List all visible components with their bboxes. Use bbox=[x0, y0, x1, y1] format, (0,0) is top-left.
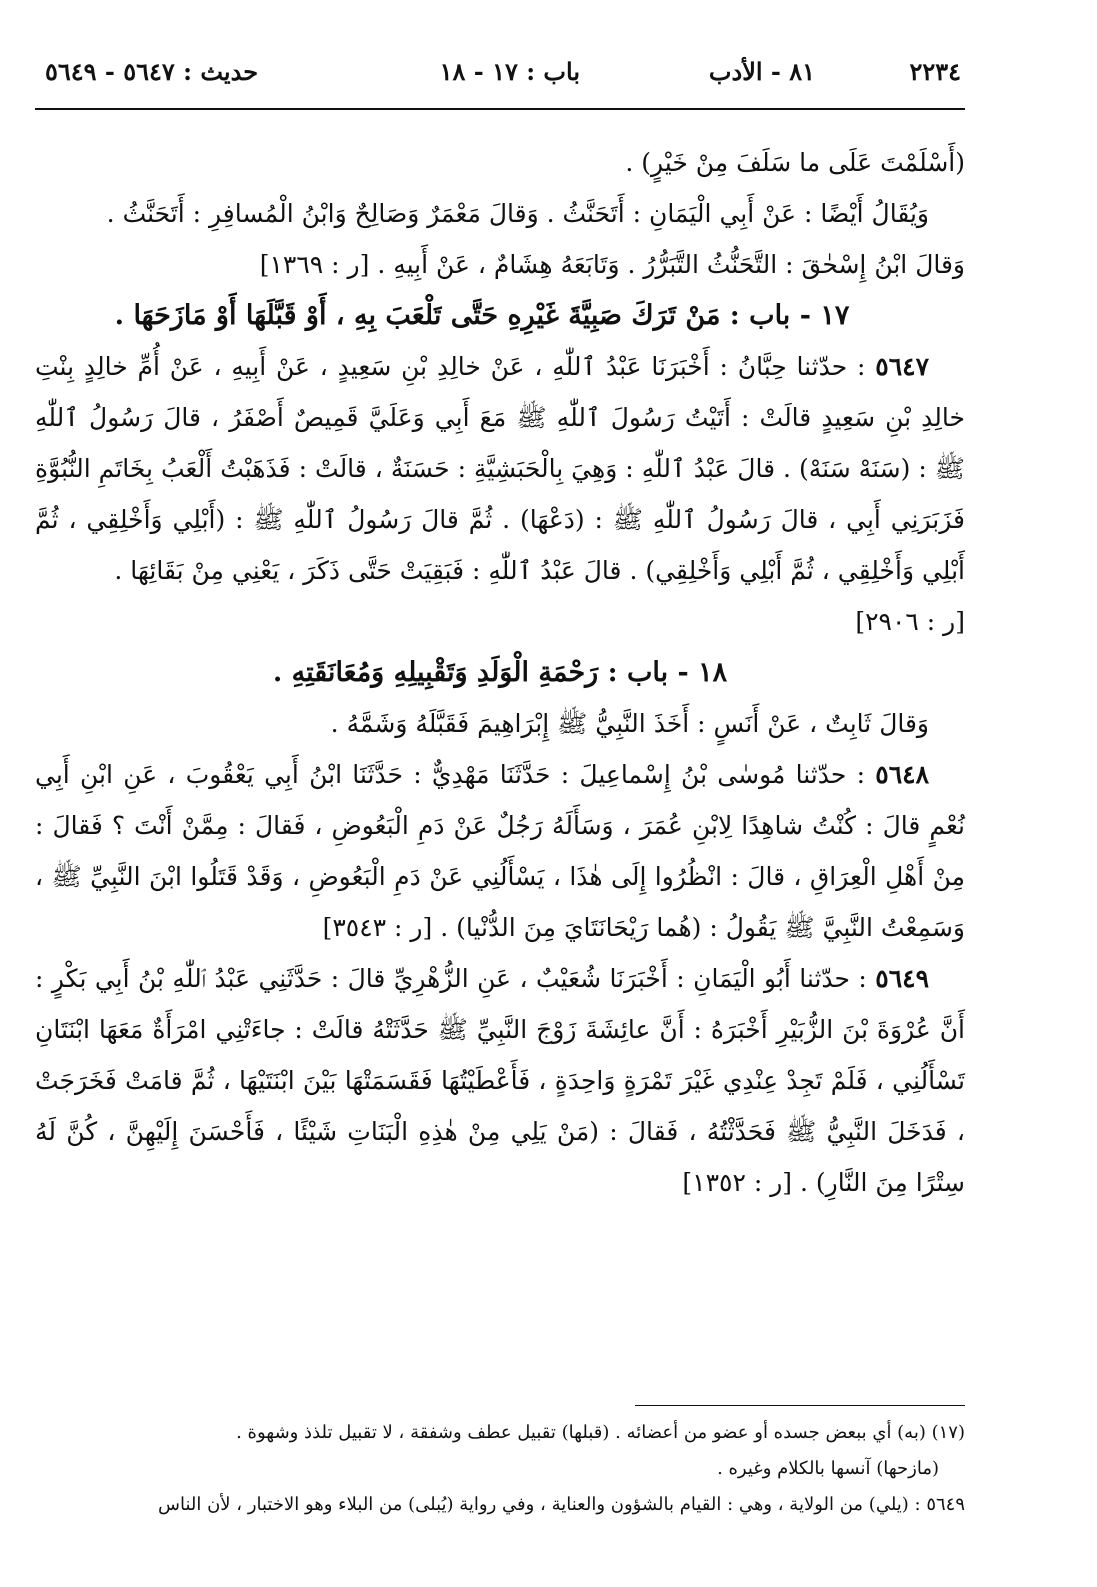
hadith-text: : حدّثنا مُوسٰى بْنُ إِسْماعِيلَ : حَدَّثَنَا مَهْدِيٌّ : حَدَّثَنَا ابْنُ أَبِي يَعْقُوبَ ، عَنِ ابْنِ أَبِي نُعْمٍ قالَ : كُنْتُ شاهِدًا لِابْنِ عُمَرَ ، وَسَأَلَهُ رَجُلٌ عَنْ دَمِ الْبَعُوضِ ، فَقالَ : مِمَّنْ أَنْتَ ؟ فَقالَ : مِنْ أَهْلِ الْعِرَاقِ ، قالَ : انْظُرُوا إِلَى هٰذَا ، يَسْأَلُنِي عَنْ دَمِ الْبَعُوضِ ، وَقَدْ قَتَلُوا ابْنَ النَّبِيِّ ﷺ ، وَسَمِعْتُ النَّبِيَّ ﷺ يَقُولُ : (هُما رَيْحَانَتَايَ مِنَ الدُّنْيا) . bbox=[35, 760, 965, 942]
cross-reference: [ر : ١٣٦٩] bbox=[259, 250, 370, 279]
thabit-narration: وَقالَ ثَابِتٌ ، عَنْ أَنَسٍ : أَخَذَ النَّبِيُّ ﷺ إِبْرَاهِيمَ فَقَبَّلَهُ وَشَمَّهُ . bbox=[330, 709, 929, 738]
hadith-5647 bbox=[35, 341, 965, 596]
narration-text: وَقالَ ابْنُ إِسْحٰقَ : التَّحَنُّثُ التَّبَرُّرُ . وَتَابَعَهُ هِشَامٌ ، عَنْ أَبِيهِ . bbox=[377, 250, 965, 279]
footnote-rule bbox=[635, 1405, 965, 1406]
book-page bbox=[35, 45, 965, 1545]
narration-line: وَيُقَالُ أَيْضًا : عَنْ أَبِي الْيَمَانِ : أَتَحَنَّثُ . وَقالَ مَعْمَرٌ وَصَالِحٌ وَابْنُ الْمُسافِرِ : أَتَحَنَّثُ . bbox=[106, 199, 929, 228]
hadith-range: حديث : ٥٦٤٧ - ٥٦٤٩ bbox=[45, 57, 259, 86]
header-rule bbox=[35, 108, 965, 110]
continuation-line: (أَسْلَمْتَ عَلَى ما سَلَفَ مِنْ خَيْرٍ) . bbox=[625, 148, 965, 177]
chapter-18-title: ١٨ - باب : رَحْمَةِ الْوَلَدِ وَتَقْبِيلِهِ وَمُعَانَقَتِهِ . bbox=[272, 657, 728, 688]
footnote-17: (١٧) (به) أي ببعض جسده أو عضو من أعضائه . (قبلها) تقبيل عطف وشفقة ، لا تقبيل تلذذ وشهوة . bbox=[236, 1422, 965, 1443]
page-number: ٢٢٣٤ bbox=[909, 57, 961, 86]
cross-reference: [ر : ٢٩٠٦] bbox=[855, 607, 965, 636]
cross-reference: [ر : ٣٥٤٣] bbox=[322, 913, 433, 942]
hadith-5647-reference bbox=[35, 596, 965, 647]
chapter-range: باب : ١٧ - ١٨ bbox=[439, 57, 580, 86]
chapter-17-title: ١٧ - باب : مَنْ تَرَكَ صَبِيَّةَ غَيْرِهِ حَتَّى تَلْعَبَ بِهِ ، أَوْ قَبَّلَهَا أَوْ مَازَحَهَا . bbox=[114, 300, 850, 331]
footnote-17-continued: (مازحها) آنسها بالكلام وغيره . bbox=[717, 1458, 939, 1479]
book-title: ٨١ - الأدب bbox=[708, 57, 815, 86]
hadith-number: ٥٦٤٩ bbox=[875, 964, 929, 993]
hadith-text: : حدّثنا أَبُو الْيَمَانِ : أَخْبَرَنَا شُعَيْبٌ ، عَنِ الزُّهْرِيِّ قالَ : حَدَّثَنِي عَبْدُ ٱللّٰهِ بْنُ أَبِي بَكْرٍ : أَنَّ عُرْوَةَ بْنَ الزُّبَيْرِ أَخْبَرَهُ : أَنَّ عائِشَةَ زَوْجَ النَّبِيِّ ﷺ حَدَّثَتْهُ قالَتْ : جاءَتْنِي امْرَأَةٌ مَعَهَا ابْنَتَانِ تَسْأَلُنِي ، فَلَمْ تَجِدْ عِنْدِي غَيْرَ تَمْرَةٍ وَاحِدَةٍ ، فَأَعْطَيْتُهَا فَقَسَمَتْهَا بَيْنَ ابْنَتَيْهَا ، ثُمَّ قامَتْ فَخَرَجَتْ ، فَدَخَلَ النَّبِيُّ ﷺ فَحَدَّثْتُهُ ، فَقالَ : (مَنْ يَلِي مِنْ هٰذِهِ الْبَنَاتِ شَيْئًا ، فَأَحْسَنَ إِلَيْهِنَّ ، كُنَّ لَهُ سِتْرًا مِنَ النَّارِ) . bbox=[35, 964, 965, 1197]
hadith-text: : حدّثنا حِبَّانُ : أَخْبَرَنَا عَبْدُ ٱللّٰهِ ، عَنْ خالِدِ بْنِ سَعِيدٍ ، عَنْ أَبِيهِ ، عَنْ أُمِّ خالِدٍ بِنْتِ خالِدِ بْنِ سَعِيدٍ قالَتْ : أَتَيْتُ رَسُولَ ٱللّٰهِ ﷺ مَعَ أَبِي وَعَلَيَّ قَمِيصٌ أَصْفَرُ ، قالَ رَسُولُ ٱللّٰهِ ﷺ : (سَنَهْ سَنَهْ) . قالَ عَبْدُ ٱللّٰهِ : وَهِيَ بِالْحَبَشِيَّةِ : حَسَنَةٌ ، قالَتْ : فَذَهَبْتُ أَلْعَبُ بِخَاتَمِ النُّبُوَّةِ فَزَبَرَنِي أَبِي ، قالَ رَسُولُ ٱللّٰهِ ﷺ : (دَعْهَا) . ثُمَّ قالَ رَسُولُ ٱللّٰهِ ﷺ : (أَبْلِي وَأَخْلِقِي ، ثُمَّ أَبْلِي وَأَخْلِقِي ، ثُمَّ أَبْلِي وَأَخْلِقِي) . قالَ عَبْدُ ٱللّٰهِ : فَبَقِيَتْ حَتَّى ذَكَرَ ، يَعْنِي مِنْ بَقَائِهَا . bbox=[35, 352, 965, 585]
hadith-number: ٥٦٤٧ bbox=[875, 352, 929, 381]
hadith-number: ٥٦٤٨ bbox=[875, 760, 929, 789]
footnote-5649: ٥٦٤٩ : (يلي) من الولاية ، وهي : القيام بالشؤون والعناية ، وفي رواية (يُبلى) من البلاء وهو الاختبار ، لأن الناس bbox=[157, 1494, 965, 1515]
main-text bbox=[35, 137, 965, 1208]
footnotes bbox=[35, 1417, 965, 1525]
hadith-5649 bbox=[35, 953, 965, 1208]
cross-reference: [ر : ١٣٥٢] bbox=[682, 1168, 793, 1197]
narration-line bbox=[35, 239, 965, 290]
hadith-5648 bbox=[35, 749, 965, 953]
page-header bbox=[35, 45, 965, 101]
